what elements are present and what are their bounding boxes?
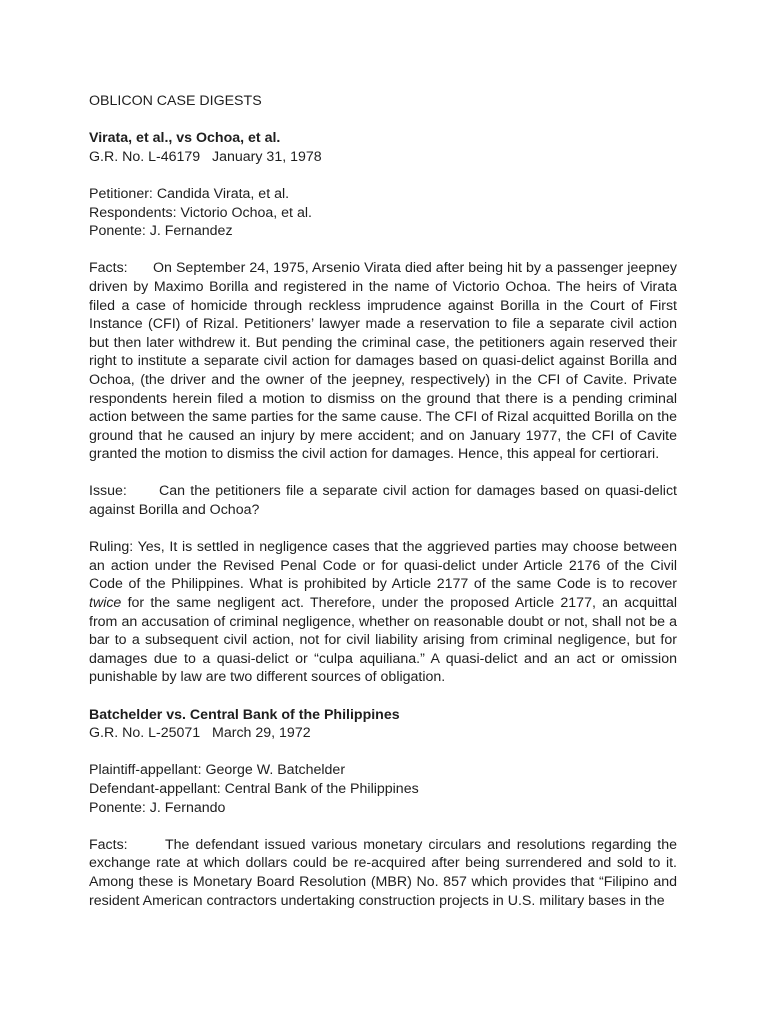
case-title: Virata, et al., vs Ochoa, et al. <box>89 130 281 147</box>
case-virata <box>89 129 677 687</box>
case-defendant: Defendant-appellant: Central Bank of the Philippines <box>89 780 419 797</box>
case-petitioner: Petitioner: Candida Virata, et al. <box>89 185 290 202</box>
facts-text: On September 24, 1975, Arsenio Virata died after being hit by a passenger jeepney driven by Maximo Borilla and registered in the name of Victorio Ochoa. The heirs of Virata filed a case of homicide through reckless imprudence against Borilla in the Court of First Instance (CFI) of Rizal. Petitioners’ lawyer made a reservation to file a separate civil action but then later withdrew it. But pending the criminal case, the petitioners again reserved their right to institute a separate civil action for damages based on quasi-delict against Borilla and Ochoa, (the driver and the owner of the jeepney, respectively) in the CFI of Cavite. Private respondents herein filed a motion to dismiss on the ground that there is a pending criminal action between the same parties for the same cause. The CFI of Rizal acquitted Borilla on the ground that he caused an injury by mere accident; and on January 1977, the CFI of Cavite granted the motion to dismiss the civil action for damages. Hence, this appeal for certiorari. <box>89 260 677 463</box>
ruling-emphasis: twice <box>89 595 122 612</box>
case-facts <box>89 836 677 910</box>
document-page <box>89 92 677 910</box>
facts-label: Facts: <box>89 260 128 277</box>
ruling-text-b: for the same negligent act. Therefore, under the proposed Article 2177, an acquittal from an accusation of criminal negligence, whether on reasonable doubt or not, shall not be a bar to a subsequent civil action, not for civil liability arising from criminal negligence, but for damages due to a quasi-delict or “culpa aquiliana.” A quasi-delict and an act or omission punishable by law are two different sources of obligation. <box>89 595 677 686</box>
case-respondents: Respondents: Victorio Ochoa, et al. <box>89 204 312 221</box>
case-batchelder <box>89 706 677 911</box>
case-issue <box>89 482 677 519</box>
case-ruling <box>89 538 677 687</box>
facts-text: The defendant issued various monetary circulars and resolutions regarding the exchange rate at which dollars could be re-acquired after being surrendered and sold to it. Among these is Monetary Board Resolution (MBR) No. 857 which provides that “Filipino and resident American contractors undertaking construction projects in U.S. military bases in the <box>89 836 677 909</box>
case-gr-number: G.R. No. L-46179 January 31, 1978 <box>89 148 322 165</box>
issue-text: Can the petitioners file a separate civil action for damages based on quasi-delict against Borilla and Ochoa? <box>89 483 677 519</box>
case-facts <box>89 259 677 464</box>
facts-label: Facts: <box>89 836 128 853</box>
document-title: OBLICON CASE DIGESTS <box>89 93 262 109</box>
issue-label: Issue: <box>89 483 127 500</box>
case-ponente: Ponente: J. Fernandez <box>89 223 233 240</box>
case-title: Batchelder vs. Central Bank of the Philippines <box>89 706 400 723</box>
ruling-text-a: Ruling: Yes, It is settled in negligence cases that the aggrieved parties may choose between an action under the Revised Penal Code or for quasi-delict under Article 2176 of the Civil Code of the Philippines. What is prohibited by Article 2177 of the same Code is to recover <box>89 539 677 593</box>
case-gr-number: G.R. No. L-25071 March 29, 1972 <box>89 725 311 742</box>
case-plaintiff: Plaintiff-appellant: George W. Batchelder <box>89 762 346 779</box>
case-ponente: Ponente: J. Fernando <box>89 799 226 816</box>
